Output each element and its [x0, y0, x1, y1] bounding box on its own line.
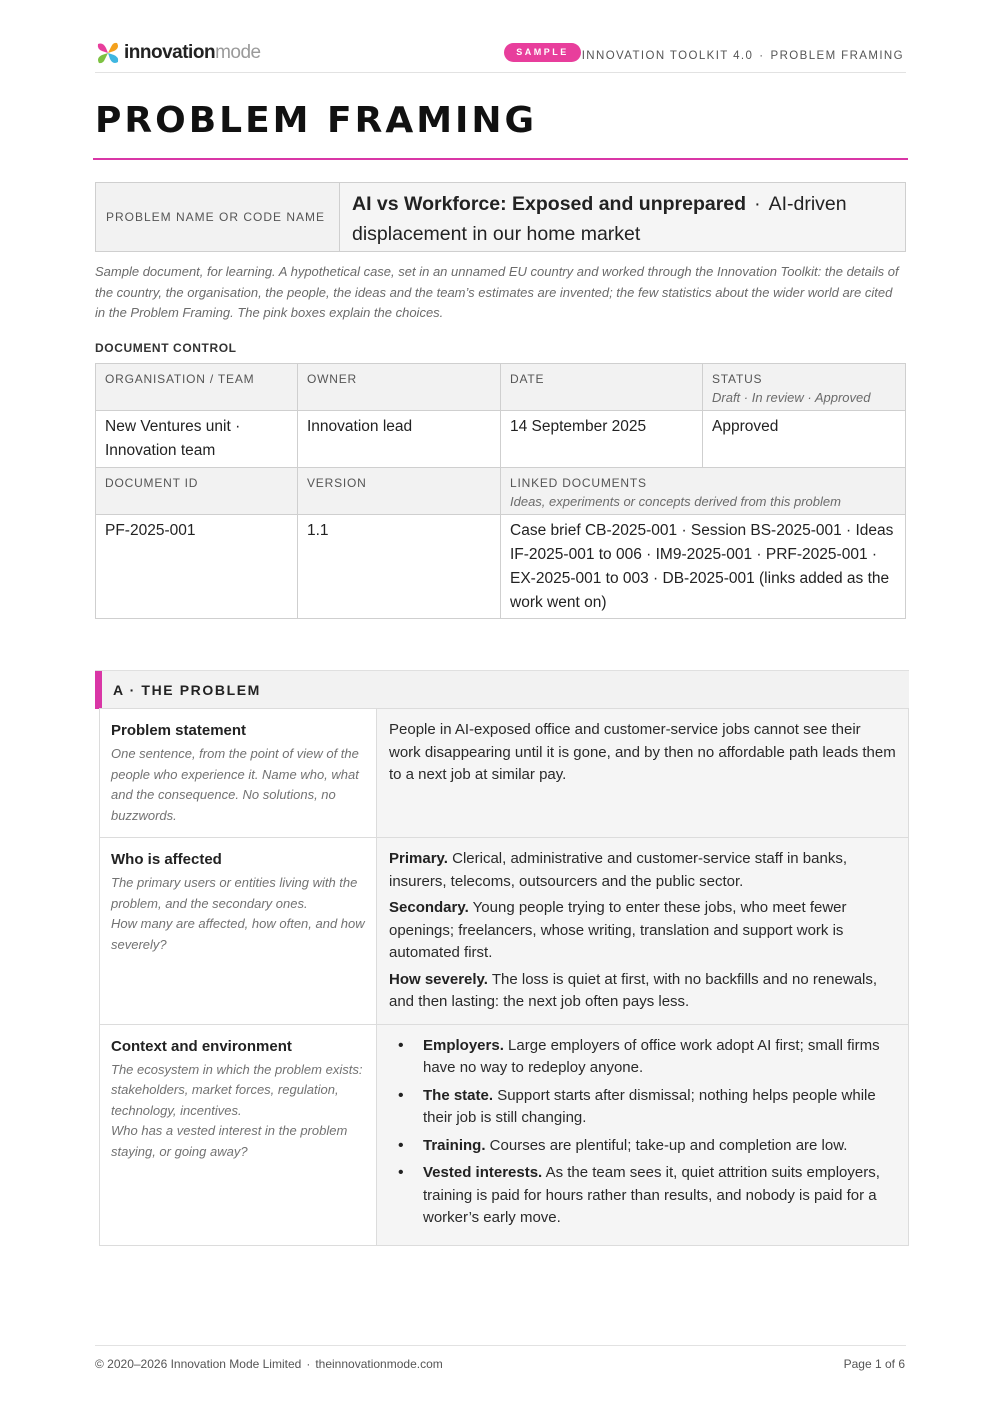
logo-wordmark-light: mode: [215, 42, 261, 63]
bullet-text-state: Support starts after dismissal; nothing helps people while their job is still changing.: [423, 1086, 876, 1126]
breadcrumb: [582, 50, 904, 62]
brand-logo: [95, 40, 261, 66]
problem-name-value: [340, 183, 905, 251]
who-affected-severity: [389, 969, 896, 1014]
dc-header-owner: [298, 364, 501, 411]
dc-header-owner-label: OWNER: [307, 372, 357, 386]
problem-statement-label-cell: [100, 709, 377, 838]
title-divider: [93, 158, 908, 160]
dc-value-org: New Ventures unit · Innovation team: [96, 411, 298, 468]
severity-text: The loss is quiet at first, with no backfills and no renewals, and then lasting: the next job often pays less.: [389, 970, 878, 1010]
section-accent-bar: [95, 671, 102, 709]
who-affected-label-cell: [100, 838, 377, 1025]
section-a-table: [99, 708, 909, 1246]
dc-header-version-label: VERSION: [307, 476, 367, 490]
who-affected-secondary: [389, 897, 896, 965]
dc-header-status-label: STATUS: [712, 372, 763, 386]
dc-value-status: Approved: [703, 411, 906, 468]
page-title: PROBLEM FRAMING: [95, 100, 538, 141]
problem-name-separator: ·: [754, 193, 761, 215]
dc-value-doc-id: PF-2025-001: [96, 515, 298, 619]
sample-badge: SAMPLE: [504, 43, 581, 62]
section-a-title: A · THE PROBLEM: [113, 682, 261, 698]
context-label-cell: [100, 1024, 377, 1245]
logo-wordmark: [124, 42, 261, 64]
dc-header-linked-sub: Ideas, experiments or concepts derived from this problem: [510, 494, 841, 509]
problem-statement-text: [377, 709, 909, 838]
who-affected-text: [377, 838, 909, 1025]
primary-lead: Primary.: [389, 850, 448, 867]
who-affected-heading: Who is affected: [111, 851, 222, 868]
problem-name-label: PROBLEM NAME OR CODE NAME: [96, 183, 340, 251]
breadcrumb-page: PROBLEM FRAMING: [770, 50, 904, 62]
bullet-text-vested: As the team sees it, quiet attrition suits employers, training is paid for hours rather than results, and nobody is paid for a worker’s early move.: [423, 1164, 880, 1226]
context-text: [377, 1024, 909, 1245]
bullet-text-employers: Large employers of office work adopt AI first; small firms have no way to redeploy anyone.: [423, 1036, 880, 1076]
problem-statement-heading: Problem statement: [111, 722, 247, 739]
footer-site-link[interactable]: theinnovationmode.com: [315, 1357, 443, 1371]
list-item: [389, 1035, 896, 1080]
who-affected-primary: [389, 848, 896, 893]
severity-lead: How severely.: [389, 970, 488, 988]
problem-name-strong: AI vs Workforce: Exposed and unprepared: [352, 193, 747, 215]
list-item: [389, 1135, 896, 1158]
footer-left: [95, 1357, 443, 1371]
table-row: [100, 838, 909, 1025]
document-control-heading: DOCUMENT CONTROL: [95, 341, 237, 355]
problem-name-box: [95, 182, 906, 252]
bullet-lead-employers: Employers.: [423, 1036, 504, 1054]
bullet-lead-training: Training.: [423, 1136, 486, 1154]
context-desc-1: The ecosystem in which the problem exists: stakeholders, market forces, regulation, technology, incentives.: [111, 1061, 363, 1118]
problem-statement-desc: One sentence, from the point of view of the people who experience it. Name who, what and the consequence. No solutions, no buzzwords.: [111, 746, 359, 823]
secondary-lead: Secondary.: [389, 899, 469, 916]
dc-header-status: [703, 364, 906, 411]
context-heading: Context and environment: [111, 1037, 292, 1055]
bullet-text-training: Courses are plentiful; take-up and completion are low.: [485, 1136, 848, 1154]
bullet-lead-vested: Vested interests.: [423, 1164, 543, 1181]
dc-header-linked: [501, 468, 906, 515]
context-list: [389, 1035, 896, 1230]
logo-wordmark-bold: innovation: [124, 42, 216, 63]
bullet-lead-state: The state.: [423, 1086, 494, 1104]
problem-statement-body: People in AI-exposed office and customer-service jobs cannot see their work disappearing until it is gone, and by then no affordable path leads them to a next job at similar pay.: [389, 721, 896, 783]
dc-header-status-sub: Draft · In review · Approved: [712, 390, 871, 405]
table-row: [100, 709, 909, 838]
footer-divider: [95, 1345, 906, 1346]
footer-copyright: © 2020–2026 Innovation Mode Limited: [95, 1357, 302, 1371]
who-affected-desc-1: The primary users or entities living with the problem, and the secondary ones.: [111, 875, 358, 911]
dc-header-version: [298, 468, 501, 515]
section-a-header: [95, 670, 909, 708]
dc-header-date: [501, 364, 703, 411]
secondary-text: Young people trying to enter these jobs, who meet fewer openings; freelancers, whose writing, translation and support work is automated first.: [389, 899, 847, 961]
dc-header-doc-id: [96, 468, 298, 515]
document-control-table: [95, 363, 906, 619]
footer-separator: ·: [306, 1357, 311, 1371]
list-item: [389, 1162, 896, 1230]
dc-header-org-label: ORGANISATION / TEAM: [105, 372, 255, 386]
context-desc-2: Who has a vested interest in the problem staying, or going away?: [111, 1123, 348, 1159]
dc-value-linked: Case brief CB-2025-001 · Session BS-2025-001 · Ideas IF-2025-001 to 006 · IM9-2025-001 · PRF-2025-001 · EX-2025-001 to 003 · DB-2025-001 (links added as the work went on): [501, 515, 906, 619]
list-item: [389, 1085, 896, 1130]
breadcrumb-toolkit: INNOVATION TOOLKIT 4.0: [581, 50, 754, 62]
dc-header-date-label: DATE: [510, 372, 545, 386]
who-affected-desc-2: How many are affected, how often, and how severely?: [111, 916, 365, 952]
primary-text: Clerical, administrative and customer-service staff in banks, insurers, telecoms, outsourcers and the public sector.: [389, 850, 847, 890]
dc-header-org: [96, 364, 298, 411]
sample-note: Sample document, for learning. A hypothetical case, set in an unnamed EU country and worked through the Innovation Toolkit: the details of the country, the organisation, the people, the ideas and the team’s estimates are invented; the few statistics about the wider world are cited in the Problem Framing. The pink boxes explain the choices.: [95, 264, 899, 320]
page-number: Page 1 of 6: [843, 1357, 905, 1371]
breadcrumb-separator: ·: [759, 50, 765, 62]
dc-header-doc-id-label: DOCUMENT ID: [105, 476, 199, 490]
table-row: [100, 1024, 909, 1245]
problem-name-rest: AI-driven displacement in our home market: [352, 193, 847, 245]
page-header: [95, 38, 906, 73]
dc-header-linked-label: LINKED DOCUMENTS: [510, 476, 647, 490]
dc-value-owner: Innovation lead: [298, 411, 501, 468]
innovation-mode-logo-icon: [95, 40, 121, 66]
dc-value-version: 1.1: [298, 515, 501, 619]
dc-value-date: 14 September 2025: [501, 411, 703, 468]
